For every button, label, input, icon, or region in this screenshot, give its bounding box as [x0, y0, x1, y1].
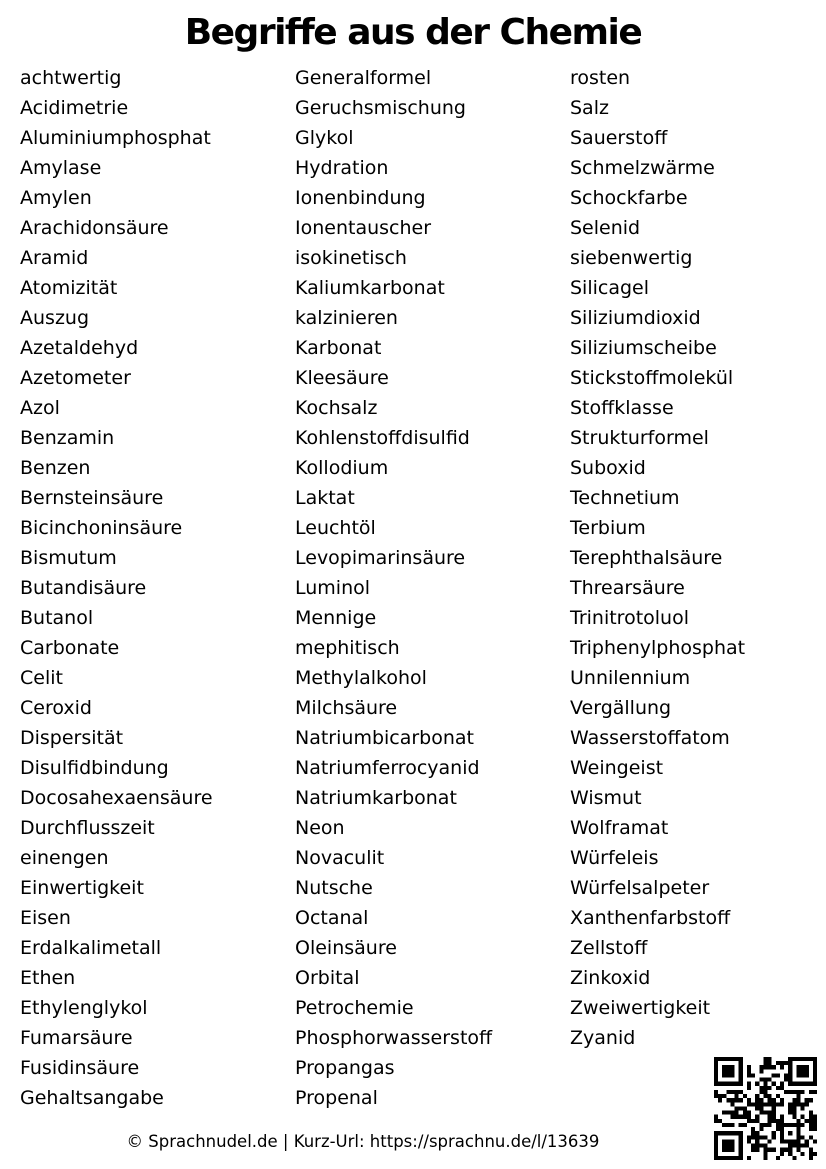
word-item: Xanthenfarbstoff	[570, 907, 731, 929]
word-item: Atomizität	[20, 277, 118, 299]
word-item: Carbonate	[20, 637, 120, 659]
word-item: Neon	[295, 817, 345, 839]
word-item: Stoffklasse	[570, 397, 674, 419]
word-item: Ethylenglykol	[20, 997, 148, 1019]
page-footer: © Sprachnudel.de | Kurz-Url: https://sprachnu.de/l/13639	[126, 1132, 600, 1151]
word-item: kalzinieren	[295, 307, 398, 329]
word-item: Terbium	[570, 517, 646, 539]
word-item: Würfeleis	[570, 847, 659, 869]
word-item: Sauerstoff	[570, 127, 668, 149]
word-item: Selenid	[570, 217, 641, 239]
word-item: Zinkoxid	[570, 967, 651, 989]
word-item: Generalformel	[295, 67, 432, 89]
word-item: Methylalkohol	[295, 667, 427, 689]
word-item: Zyanid	[570, 1027, 636, 1049]
word-item: Kochsalz	[295, 397, 378, 419]
word-item: Stickstoffmolekül	[570, 367, 734, 389]
word-item: Technetium	[570, 487, 680, 509]
word-item: Propangas	[295, 1057, 395, 1079]
word-item: Levopimarinsäure	[295, 547, 466, 569]
word-item: isokinetisch	[295, 247, 407, 269]
word-item: Einwertigkeit	[20, 877, 144, 899]
word-item: Laktat	[295, 487, 355, 509]
word-item: Kleesäure	[295, 367, 389, 389]
word-item: Celit	[20, 667, 63, 689]
word-item: Natriumferrocyanid	[295, 757, 480, 779]
word-item: Wismut	[570, 787, 642, 809]
word-item: Azetometer	[20, 367, 131, 389]
word-item: Docosahexaensäure	[20, 787, 213, 809]
word-item: Eisen	[20, 907, 71, 929]
word-item: Strukturformel	[570, 427, 709, 449]
word-item: Amylen	[20, 187, 92, 209]
word-item: Fusidinsäure	[20, 1057, 140, 1079]
word-column-3	[570, 63, 745, 1053]
word-item: Bismutum	[20, 547, 117, 569]
word-item: Siliziumscheibe	[570, 337, 717, 359]
word-item: Threarsäure	[570, 577, 685, 599]
word-item: Mennige	[295, 607, 377, 629]
word-item: Würfelsalpeter	[570, 877, 710, 899]
word-item: Suboxid	[570, 457, 646, 479]
word-item: Wolframat	[570, 817, 669, 839]
word-item: Gehaltsangabe	[20, 1087, 164, 1109]
word-item: Bicinchoninsäure	[20, 517, 183, 539]
word-item: Disulfidbindung	[20, 757, 169, 779]
word-item: Ethen	[20, 967, 76, 989]
word-column-1	[20, 63, 213, 1113]
word-item: Nutsche	[295, 877, 373, 899]
qr-code-icon	[714, 1057, 817, 1160]
word-item: Dispersität	[20, 727, 124, 749]
word-item: Butanol	[20, 607, 94, 629]
word-item: Bernsteinsäure	[20, 487, 164, 509]
word-item: Octanal	[295, 907, 369, 929]
word-item: Siliziumdioxid	[570, 307, 701, 329]
word-item: Terephthalsäure	[570, 547, 723, 569]
word-item: Natriumkarbonat	[295, 787, 457, 809]
word-item: einengen	[20, 847, 109, 869]
word-item: Ionenbindung	[295, 187, 426, 209]
page-title: Begriffe aus der Chemie	[184, 12, 642, 53]
word-item: Kaliumkarbonat	[295, 277, 445, 299]
word-item: Trinitrotoluol	[570, 607, 689, 629]
word-item: Natriumbicarbonat	[295, 727, 475, 749]
word-item: Zellstoff	[570, 937, 648, 959]
word-item: Glykol	[295, 127, 354, 149]
word-item: Oleinsäure	[295, 937, 397, 959]
word-item: Aramid	[20, 247, 89, 269]
word-item: rosten	[570, 67, 631, 89]
word-item: Phosphorwasserstoff	[295, 1027, 493, 1049]
word-item: Schockfarbe	[570, 187, 688, 209]
word-item: Durchflusszeit	[20, 817, 155, 839]
word-item: Butandisäure	[20, 577, 147, 599]
word-item: mephitisch	[295, 637, 400, 659]
word-item: siebenwertig	[570, 247, 693, 269]
word-item: Novaculit	[295, 847, 385, 869]
word-item: Auszug	[20, 307, 90, 329]
word-item: Schmelzwärme	[570, 157, 715, 179]
word-item: Karbonat	[295, 337, 382, 359]
word-item: Aluminiumphosphat	[20, 127, 211, 149]
word-item: Orbital	[295, 967, 360, 989]
word-item: Wasserstoffatom	[570, 727, 730, 749]
word-item: Azetaldehyd	[20, 337, 139, 359]
word-item: Erdalkalimetall	[20, 937, 162, 959]
word-item: Triphenylphosphat	[570, 637, 746, 659]
word-column-2	[295, 63, 492, 1113]
word-item: Propenal	[295, 1087, 378, 1109]
word-item: Silicagel	[570, 277, 650, 299]
word-item: Vergällung	[570, 697, 672, 719]
word-item: Zweiwertigkeit	[570, 997, 711, 1019]
word-item: Hydration	[295, 157, 389, 179]
word-item: Ceroxid	[20, 697, 92, 719]
word-item: Petrochemie	[295, 997, 414, 1019]
word-item: Azol	[20, 397, 60, 419]
word-item: Benzamin	[20, 427, 115, 449]
word-item: Amylase	[20, 157, 102, 179]
word-item: achtwertig	[20, 67, 122, 89]
word-item: Luminol	[295, 577, 371, 599]
word-item: Weingeist	[570, 757, 664, 779]
word-item: Arachidonsäure	[20, 217, 169, 239]
word-item: Unnilennium	[570, 667, 691, 689]
word-item: Kohlenstoffdisulfid	[295, 427, 470, 449]
word-item: Leuchtöl	[295, 517, 376, 539]
word-item: Geruchsmischung	[295, 97, 466, 119]
word-item: Ionentauscher	[295, 217, 432, 239]
word-item: Benzen	[20, 457, 91, 479]
word-item: Fumarsäure	[20, 1027, 133, 1049]
word-item: Salz	[570, 97, 609, 119]
word-item: Kollodium	[295, 457, 389, 479]
word-item: Acidimetrie	[20, 97, 129, 119]
word-item: Milchsäure	[295, 697, 398, 719]
